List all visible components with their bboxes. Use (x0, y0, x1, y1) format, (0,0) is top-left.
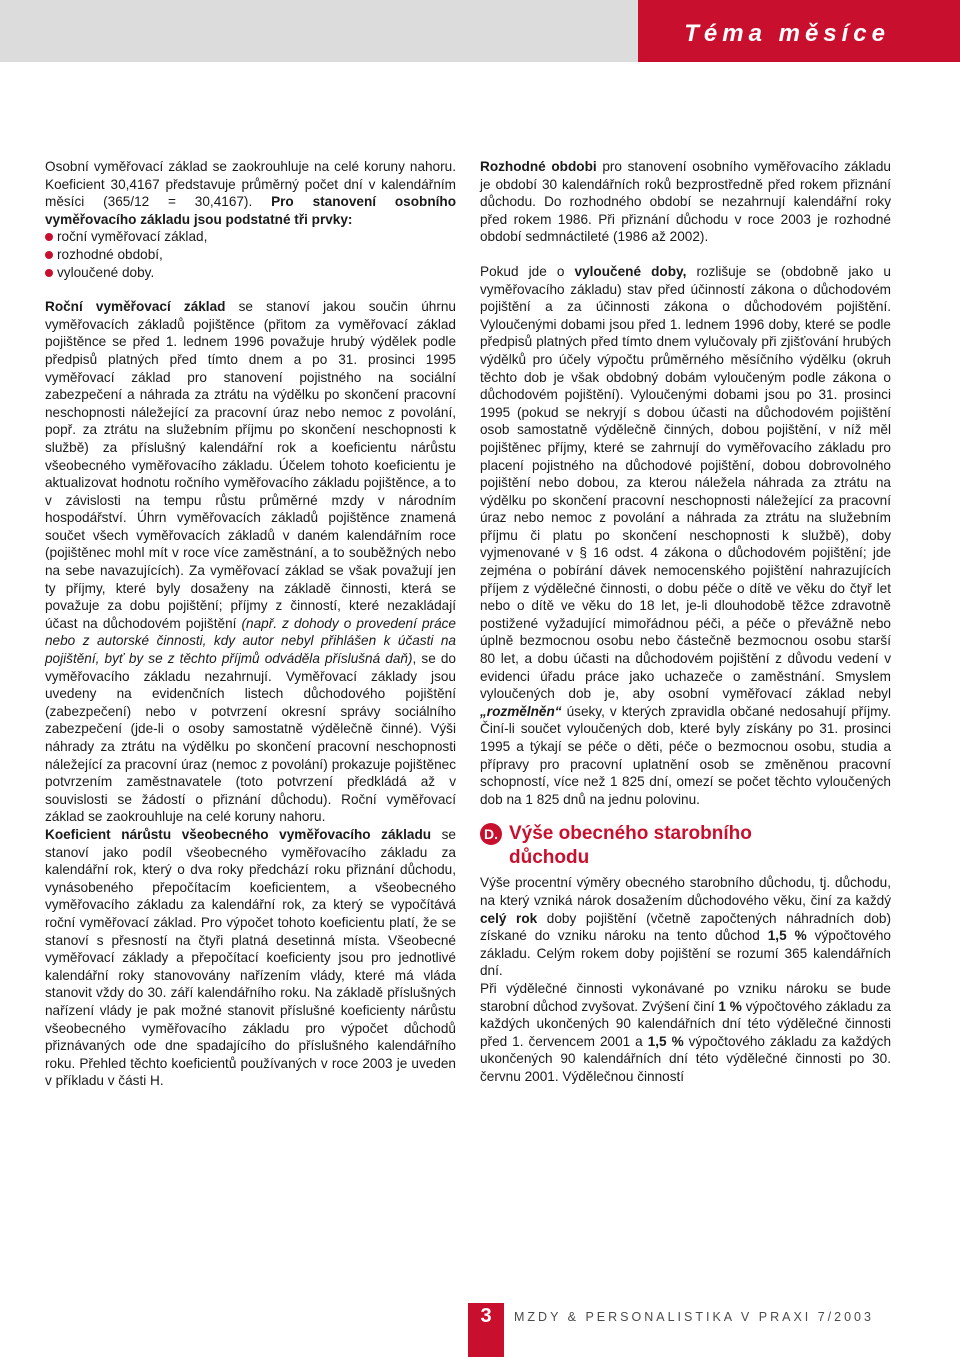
section-heading: Téma měsíce (684, 20, 890, 47)
publication-footer: MZDY & PERSONALISTIKA V PRAXI 7/2003 (514, 1310, 874, 1324)
pension-amount-paragraph: Výše procentní výměry obecného starobního důchodu, tj. důchodu, na který vzniká nárok dosažením důchodového věku, činí za každý celý rok doby pojištění (včetně započtených náhradních dob) získané do vzniku nároku na tento důchod 1,5 % výpočtového základu. Celým rokem doby pojištění se rozumí 365 kalendářních dní. (480, 875, 891, 979)
annual-base-paragraph: Roční vyměřovací základ se stanoví jakou součin úhrnu vyměřovacích základů pojištěnce (přitom za vyměřovací základ pojištěnce se před 1. lednem 1996 považuje hrubý výdělek podle předpisů platných před tímto dnem a po 31. prosinci 1995 vyměřovací základ pro stanovení pojistného na sociální zabezpečení a náhrada za ztrátu na výdělku po skončení pracovní neschopnosti náležející za pracovní úraz nebo nemoc z povolání, popř. za ztrátu na služebním příjmu po skončení neschopnosti k službě) za příslušný kalendářní rok a koeficientu nárůstu všeobecného vyměřovacího základu. Účelem tohoto koeficientu je aktualizovat hodnotu ročního vyměřovacího základu pojištěnce, a to v závislosti na tempu růstu průměrné mzdy v národním hospodářství. Úhrn vyměřovacích základů pojištěnce znamená součet všech vyměřovacích základů v daném kalendářním roce (pojištěnec mohl mít v roce více zaměstnání, a to souběžných nebo na sebe navazujících). Za vyměřovací základ se však považují jen ty příjmy, které byly dosaženy na základě činnosti, která se považuje za dobu pojištění; příjmy z činností, které nezakládají účast na důchodovém pojištění (např. z dohody o provedení práce nebo z autorské činnosti, kdy autor nebyl přihlášen k účasti na pojištění, byť by se z těchto příjmů odváděla příslušná daň), se do vyměřovacího základu nezahrnují. Vyměřovací základy jsou uvedeny na evidenčních listech důchodového pojištění (zabezpečení) nebo v potvrzení okresní správy sociálního zabezpečení (jde-li o osoby samostatně výdělečně činné). Výši náhrady za ztrátu na výdělku po skončení pracovní neschopnosti náležející za pracovní úraz (nemoc z povolání) prokazuje pojištěnec potvrzením zaměstnavatele (toto potvrzení předkládá až v souvislosti se žádostí o přiznání důchodu). Roční vyměřovací základ se zaokrouhluje na celé koruny nahoru. (45, 299, 456, 825)
right-column (480, 158, 891, 1086)
intro-paragraph: Osobní vyměřovací základ se zaokrouhluje na celé koruny nahoru. Koeficient 30,4167 představuje průměrný počet dní v kalendářním měsíci (365/12 = 30,4167). Pro stanovení osobního vyměřovacího základu jsou podstatné tři prvky: (45, 159, 457, 227)
list-item: roční vyměřovací základ, (45, 228, 456, 246)
section-title: Výše obecného starobního důchodu (509, 823, 752, 869)
bullet-dot-icon (45, 251, 53, 259)
section-d-heading (480, 822, 891, 870)
coefficient-paragraph: Koeficient nárůstu všeobecného vyměřovacího základu se stanoví jako podíl všeobecného vyměřovacího základu za kalendářní rok, který o dva roky předchází roku přiznání důchodu, vynásobeného přepočítacím koeficientem, a všeobecného vyměřovacího základu za kalendářní rok, za který se vypočítává roční vyměřovací základ. Pro výpočet tohoto koeficientu platí, že se stanoví s přesností na čtyři platná desetinná místa. Všeobecné vyměřovací základy a přepočítací koeficienty jsou pro jednotlivé kalendářní roky stanovovány nařízením vlády, které má vláda stanovit vždy do 30. září kalendářního roku. Na základě příslušných nařízení vlády je pak možné stanovit příslušné koeficienty nárůstu všeobecného vyměřovacího základu pro výpočet důchodů přiznávaných ode dne spadajícího do příslušného kalendářního roku. Přehled těchto koeficientů používaných v roce 2003 je uveden v příkladu v části H. (45, 826, 456, 1089)
bullet-dot-icon (45, 269, 53, 277)
elements-list (45, 228, 456, 281)
section-badge: D. (480, 823, 502, 845)
bullet-dot-icon (45, 233, 53, 241)
excluded-periods-paragraph: Pokud jde o vyloučené doby, rozlišuje se (obdobně jako u vyměřovacího základu) stav před účinností zákona o důchodovém pojištění a za účinnosti zákona o důchodovém pojištění. Vyloučenými dobami jsou před 1. lednem 1996 doby, které se podle předpisů platných před tímto dnem vylučovaly při zjišťování hrubých výdělků pro účely výpočtu průměrného měsíčního výdělku (okruh těchto dob je však obdobný dobám vyloučeným podle zákona o důchodovém pojištění). Vyloučenými dobami jsou po 31. prosinci 1995 (pokud se nekryjí s dobou účasti na důchodovém pojištění osob samostatně výdělečně činných, dobou pojištění, v níž měl pojištěnec příjmy, které se zahrnují do vyměřovacího základu pro placení pojistného na důchodové pojištění, dobou dobrovolného pojištění nebo dobou, za kterou náležela náhrada za ztrátu na výdělku po skončení pracovní neschopnosti náležející za pracovní úraz nebo nemoc z povolání a náhrada za ztrátu na služebním příjmu či platu po skončení neschopnosti k službě), doby vyjmenované v § 16 odst. 4 zákona o důchodovém pojištění; jde zejména o pobírání dávek nemocenského pojištění nahrazujících příjem z výdělečné činnosti, o dobu péče o dítě ve věku do čtyř let nebo o dítě ve věku do 18 let, je-li dlouhodobě těžce zdravotně postižené vyžadující mimořádnou péči, a péče o převážně nebo úplně bezmocnou osobu nebo částečně bezmocnou osobu starší 80 let, a dobu účasti na důchodovém pojištění z důvodu vedení v evidenci úřadu práce jako uchazeče o zaměstnání. Smyslem vyloučených dob je, aby osobní vyměřovací základ nebyl „rozmělněn“ úseky, v kterých zpravidla občané nedosahují příjmy. Činí-li součet vyloučených dob, které byly získány po 31. prosinci 1995 a týkají se péče o děti, péče o bezmocnou osobu, studia a přípravy pro pracovní uplatnění osob se změněnou pracovní schopností, více než 1 825 dní, omezí se počet těchto vyloučených dob na 1 825 dnů na jednu polovinu. (480, 263, 891, 807)
list-item: vyloučené doby. (45, 264, 456, 282)
left-column (45, 158, 456, 1090)
pension-increase-paragraph: Při výdělečné činnosti vykonávané po vzniku nároku se bude starobní důchod zvyšovat. Zvýšení činí 1 % výpočtového základu za každých ukončených 90 kalendářních dní této výdělečné činnosti před 1. červencem 2001 a 1,5 % výpočtového základu za každých ukončených 90 kalendářních dní této výdělečné činnosti po 30. červnu 2001. Výdělečnou činností (480, 980, 891, 1084)
header-tab (638, 0, 960, 62)
list-item: rozhodné období, (45, 246, 456, 264)
decisive-period-paragraph: Rozhodné obdobi pro stanovení osobního vyměřovacího základu je období 30 kalendářních roků bezprostředně před rokem přiznání důchodu. Do rozhodného období se nezahrnují kalendářní roky před rokem 1986. Při přiznání důchodu v roce 2003 je rozhodné období sedmnáctileté (1986 až 2002). (480, 159, 891, 245)
page-number: 3 (468, 1303, 504, 1357)
